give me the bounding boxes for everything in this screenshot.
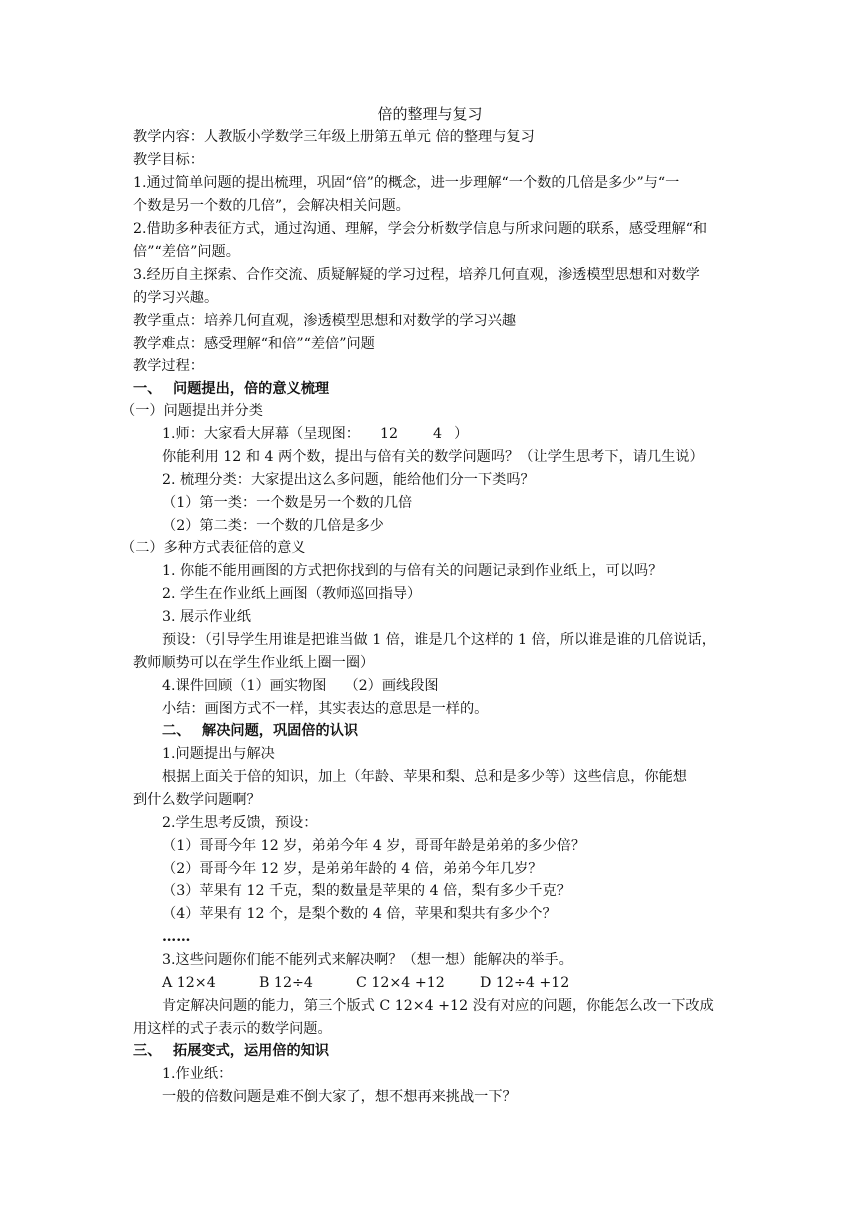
subsection-1-2: （二）多种方式表征倍的意义 — [121, 540, 306, 556]
s3-para-2: 一般的倍数问题是难不倒大家了，想不想再来挑战一下？ — [162, 1089, 517, 1105]
s1-para-1 — [162, 423, 468, 445]
s1-para-6: 1. 你能不能用画图的方式把你找到的与倍有关的问题记录到作业纸上，可以吗？ — [162, 563, 663, 579]
key-point: 教学重点：培养几何直观，渗透模型思想和对数学的学习兴趣 — [133, 313, 517, 329]
s2-para-5-line-1: 肯定解决问题的能力，第三个版式 C 12×4 +12 没有对应的问题，你能怎么改一下改成 — [162, 998, 714, 1014]
s2-para-4: 3.这些问题你们能不能列式来解决啊？（想一想）能解决的举手。 — [162, 952, 573, 968]
option-d: D 12÷4 +12 — [480, 975, 570, 991]
goals-label: 教学目标： — [133, 152, 204, 168]
s2-question-4: （4）苹果有 12 个，是梨个数的 4 倍，苹果和梨共有多少个？ — [162, 906, 557, 922]
section-1-title: 问题提出，倍的意义梳理 — [173, 381, 330, 397]
s2-para-5-line-2: 用这样的式子表示的数学问题。 — [133, 1021, 332, 1037]
subsection-1-1: （一）问题提出并分类 — [121, 403, 263, 419]
section-3-heading — [133, 1040, 329, 1062]
section-3-number: 三、 — [133, 1043, 162, 1059]
s1-para-2: 你能利用 12 和 4 两个数，提出与倍有关的数学问题吗？（让学生思考下，请几生说） — [162, 449, 704, 465]
number-4: 4 — [433, 426, 443, 442]
s1-para-1-close: ） — [454, 426, 469, 442]
goal-2-line-2: 倍”“差倍”问题。 — [133, 244, 240, 260]
section-2-number: 二、 — [162, 723, 191, 739]
s2-para-2-line-2: 到什么数学问题啊？ — [133, 792, 261, 808]
goal-2-line-1: 2.借助多种表征方式，通过沟通、理解，学会分析数学信息与所求问题的联系，感受理解“和 — [133, 221, 708, 237]
section-1-heading — [133, 378, 329, 400]
s1-para-10-a: 4.课件回顾（1）画实物图 — [162, 678, 327, 694]
s1-para-10-b: （2）画线段图 — [344, 678, 439, 694]
difficulty: 教学难点：感受理解“和倍”“差倍”问题 — [133, 336, 375, 352]
option-c: C 12×4 +12 — [356, 975, 445, 991]
document-title: 倍的整理与复习 — [377, 105, 483, 123]
s1-para-4: （1）第一类：一个数是另一个数的几倍 — [162, 495, 413, 511]
s2-ellipsis: …… — [162, 929, 191, 945]
goal-3-line-1: 3.经历自主探索、合作交流、质疑解疑的学习过程，培养几何直观，渗透模型思想和对数学 — [133, 267, 700, 283]
s1-para-9-line-2: 教师顺势可以在学生作业纸上圈一圈） — [133, 655, 375, 671]
section-2-heading — [162, 720, 358, 742]
s2-para-3: 2.学生思考反馈，预设： — [162, 815, 318, 831]
section-2-title: 解决问题，巩固倍的认识 — [202, 723, 359, 739]
goal-1-line-2: 个数是另一个数的几倍”，会解决相关问题。 — [133, 198, 410, 214]
teaching-content: 教学内容：人教版小学数学三年级上册第五单元 倍的整理与复习 — [133, 129, 535, 145]
s1-para-8: 3. 展示作业纸 — [162, 609, 251, 625]
s1-para-10 — [162, 675, 439, 697]
option-b: B 12÷4 — [259, 975, 313, 991]
s2-question-1: （1）哥哥今年 12 岁，弟弟今年 4 岁，哥哥年龄是弟弟的多少倍？ — [162, 838, 586, 854]
goal-3-line-2: 的学习兴趣。 — [133, 290, 219, 306]
process-label: 教学过程： — [133, 358, 204, 374]
s2-question-2: （2）哥哥今年 12 岁，是弟弟年龄的 4 倍，弟弟今年几岁？ — [162, 861, 543, 877]
goal-1-line-1: 1.通过简单问题的提出梳理，巩固“倍”的概念，进一步理解“一个数的几倍是多少”与“一 — [133, 175, 680, 191]
s1-para-5: （2）第二类：一个数的几倍是多少 — [162, 518, 384, 534]
s1-para-9-line-1: 预设：（引导学生用谁是把谁当做 1 倍，谁是几个这样的 1 倍，所以谁是谁的几倍说话， — [162, 632, 716, 648]
s2-para-2-line-1: 根据上面关于倍的知识，加上（年龄、苹果和梨、总和是多少等）这些信息，你能想 — [162, 769, 687, 785]
s1-para-1-text: 1.师：大家看大屏幕（呈现图： — [162, 426, 360, 442]
number-12: 12 — [379, 426, 399, 442]
s3-para-1: 1.作业纸： — [162, 1066, 233, 1082]
s2-question-3: （3）苹果有 12 千克，梨的数量是苹果的 4 倍，梨有多少千克？ — [162, 883, 571, 899]
section-3-title: 拓展变式，运用倍的知识 — [173, 1043, 330, 1059]
section-1-number: 一、 — [133, 381, 162, 397]
s1-para-3: 2. 梳理分类：大家提出这么多问题，能给他们分一下类吗？ — [162, 472, 535, 488]
s1-para-7: 2. 学生在作业纸上画图（教师巡回指导） — [162, 586, 422, 602]
s2-para-1: 1.问题提出与解决 — [162, 746, 275, 762]
s1-summary: 小结：画图方式不一样，其实表达的意思是一样的。 — [162, 701, 489, 717]
option-a: A 12×4 — [162, 975, 216, 991]
